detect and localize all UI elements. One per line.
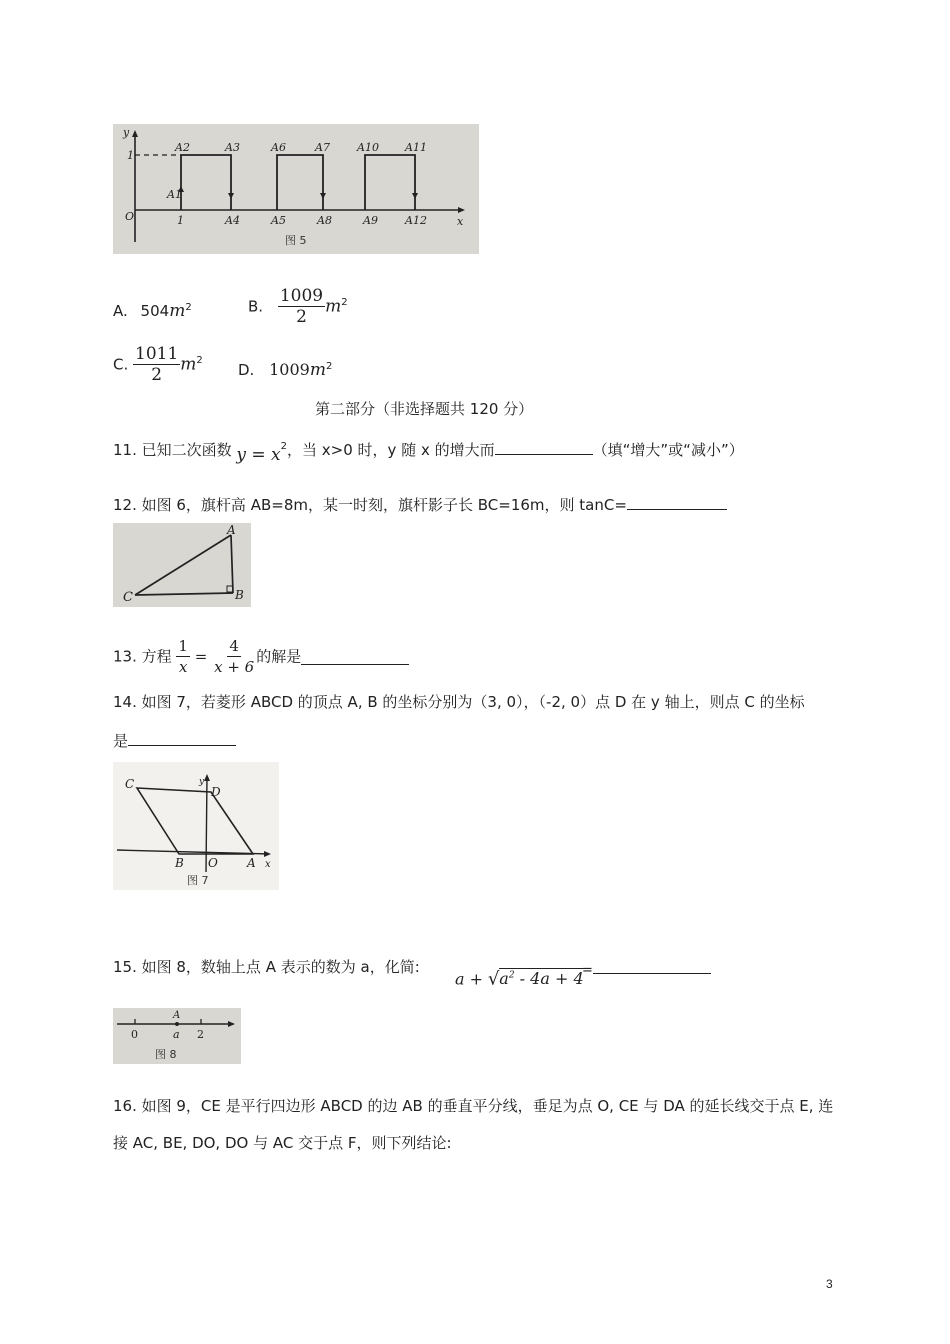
option-b-fraction — [278, 286, 325, 327]
fig5-a6-label: A6 — [271, 141, 286, 154]
option-a-value: 504 — [140, 302, 170, 320]
question-13 — [113, 636, 409, 677]
page-number: 3 — [826, 1277, 833, 1291]
fig5-a7-label: A7 — [315, 141, 330, 154]
option-b-denominator: 2 — [296, 307, 307, 327]
option-d-unit-exp: 2 — [325, 361, 333, 372]
option-c-unit-exp: 2 — [196, 355, 203, 366]
fig5-origin-label: O — [125, 210, 135, 223]
option-b-numerator: 1009 — [279, 286, 324, 306]
fig8-zero-label: 0 — [131, 1028, 138, 1041]
q13-suffix: 的解是 — [256, 647, 302, 666]
fig8-a-label: a — [173, 1028, 180, 1041]
option-a-unit-exp: 2 — [185, 302, 192, 313]
figure-8 — [113, 1008, 241, 1064]
question-16-line2: 接 AC, BE, DO, DO 与 AC 交于点 F，则下列结论: — [113, 1134, 452, 1152]
q14-line2-text: 是 — [113, 732, 129, 750]
q15-formula-prefix: a + — [455, 969, 484, 989]
fig5-y1-label: 1 — [127, 149, 134, 162]
q13-left-fraction — [176, 636, 190, 677]
option-c-fraction — [133, 344, 180, 385]
q11-prefix: 11. 已知二次函数 — [113, 441, 232, 459]
option-c — [113, 344, 203, 385]
option-b-unit-exp: 2 — [341, 297, 348, 308]
q15-radicand-rest: - 4a + 4 — [514, 969, 584, 989]
option-b-letter: B. — [248, 297, 264, 316]
q11-answer-blank[interactable] — [495, 438, 593, 455]
option-d-value: 1009 — [269, 360, 310, 379]
figure-7 — [113, 762, 279, 890]
fig5-x1-label: 1 — [177, 214, 184, 227]
q13-right-fraction — [212, 636, 256, 677]
option-a-unit: m — [169, 301, 186, 321]
option-c-letter: C. — [113, 355, 129, 374]
fig5-a1-label: A1 — [167, 188, 182, 201]
q15-formula — [455, 966, 584, 989]
option-b-unit: m — [325, 296, 342, 317]
option-c-denominator: 2 — [151, 365, 163, 385]
q12-answer-blank[interactable] — [627, 493, 727, 510]
q15-radicand-a: a — [499, 969, 509, 989]
fig7-a-label: A — [247, 856, 256, 870]
q15-answer-blank[interactable] — [593, 957, 711, 974]
q11-exponent: 2 — [280, 441, 288, 452]
question-14-line2 — [113, 729, 236, 751]
q11-middle: ，当 x>0 时，y 随 x 的增大而 — [287, 441, 495, 459]
section-title: 第二部分（非选择题共 120 分） — [315, 400, 534, 418]
q15-equals-blank — [582, 957, 711, 981]
option-a-letter: A. — [113, 302, 128, 320]
fig7-c-label: C — [125, 777, 135, 791]
fig8-a-point-label: A — [173, 1010, 181, 1021]
fig6-b-label: B — [235, 588, 244, 602]
q11-formula: y = x — [236, 445, 281, 465]
fig8-two-label: 2 — [197, 1028, 204, 1041]
fig5-a2-label: A2 — [175, 141, 190, 154]
q14-answer-blank[interactable] — [128, 729, 236, 746]
option-c-unit: m — [180, 354, 197, 375]
fig5-y-label: y — [123, 126, 130, 139]
fig6-a-label: A — [227, 523, 236, 537]
option-d — [238, 357, 332, 380]
fig5-a5-label: A5 — [271, 214, 286, 227]
q13-right-denominator: x + 6 — [214, 658, 255, 676]
fig7-b-label: B — [175, 856, 184, 870]
fig5-x-label: x — [457, 215, 464, 228]
q13-left-denominator: x — [178, 658, 188, 676]
option-b — [248, 286, 348, 327]
q12-text: 12. 如图 6，旗杆高 AB=8m，某一时刻，旗杆影子长 BC=16m，则 tanC= — [113, 496, 627, 514]
fig7-caption: 图 7 — [187, 874, 209, 887]
option-d-unit: m — [309, 360, 326, 380]
option-a — [113, 298, 192, 321]
fig5-a3-label: A3 — [225, 141, 240, 154]
question-11 — [113, 437, 744, 465]
fig7-o-label: O — [208, 856, 218, 870]
fig5-a12-label: A12 — [405, 214, 427, 227]
fig6-c-label: C — [123, 590, 133, 605]
q15-radicand — [499, 968, 583, 988]
question-14-line1: 14. 如图 7，若菱形 ABCD 的顶点 A, B 的坐标分别为（3, 0），（-2, 0）点 D 在 y 轴上，则点 C 的坐标 — [113, 693, 805, 711]
q13-equals: = — [194, 647, 208, 666]
q15-radicand-exp: 2 — [508, 971, 515, 981]
q13-right-numerator: 4 — [229, 637, 239, 655]
q13-left-numerator: 1 — [178, 637, 188, 655]
option-d-letter: D. — [238, 361, 255, 379]
q13-answer-blank[interactable] — [301, 648, 409, 665]
fig7-x-label: x — [265, 859, 271, 870]
fig5-a8-label: A8 — [317, 214, 332, 227]
question-12 — [113, 493, 727, 515]
fig7-d-label: D — [211, 785, 221, 799]
option-c-numerator: 1011 — [135, 344, 179, 364]
q11-suffix: （填“增大”或“减小”） — [592, 441, 744, 459]
question-16-line1: 16. 如图 9，CE 是平行四边形 ABCD 的边 AB 的垂直平分线，垂足为点 O, CE 与 DA 的延长线交于点 E, 连 — [113, 1097, 834, 1115]
fig5-a9-label: A9 — [363, 214, 378, 227]
fig5-caption: 图 5 — [285, 234, 307, 247]
fig5-a11-label: A11 — [405, 141, 427, 154]
figure-5 — [113, 124, 479, 254]
q13-prefix: 13. 方程 — [113, 647, 172, 666]
q15-radical-sign: √ — [487, 968, 500, 990]
fig5-a4-label: A4 — [225, 214, 240, 227]
figure-6 — [113, 523, 251, 607]
question-15: 15. 如图 8，数轴上点 A 表示的数为 a，化简: — [113, 958, 420, 976]
fig8-caption: 图 8 — [155, 1048, 177, 1061]
fig7-y-label: y — [199, 777, 205, 787]
q15-equals: = — [582, 963, 593, 978]
fig5-a10-label: A10 — [357, 141, 379, 154]
